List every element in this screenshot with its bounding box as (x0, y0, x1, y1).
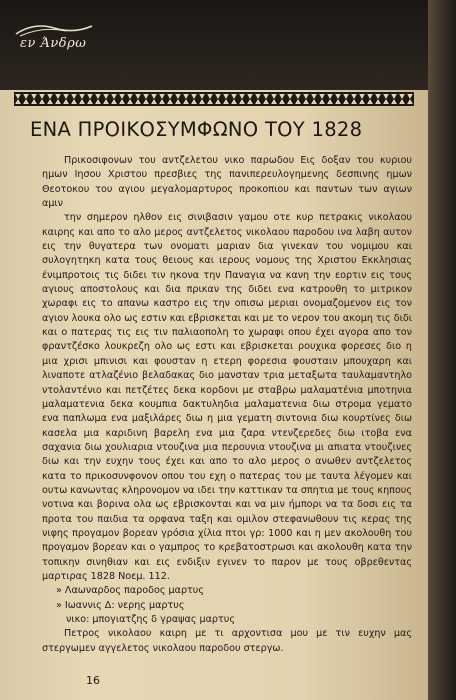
article-body (42, 154, 412, 656)
header-banner (0, 0, 428, 90)
intro-paragraph: Πρικοσιφονων του αντζελετου νικο παρωδου Εις δοξαν του κυριου ημων Ιησου Χριστου πρεσβιες της πανιπερευλογημενης δεσπινης ημων Θεοτοκου του αγιου μεγαλομαρτυρος προκοπιου και παντων των αγιων αμιν (42, 155, 412, 210)
witness-line: » Λαωναρδος παροδος μαρτυς (56, 585, 204, 597)
page-number: 16 (86, 674, 100, 687)
article-title: ΕΝΑ ΠΡΟΙΚΟΣΥΜΦΩΝΟ ΤΟΥ 1828 (30, 118, 363, 141)
contract-paragraph: την σημερον ηλθον εις σινιβασιν γαμου οτε κυρ πετρακις νικολαου καιρης και απο το αλο μερος αντζελετος νικολαου παροδου ινα λαβη αυτον εις την θυγατερα των ονοματι μαριαν δια γινεκαν του νομιμου και συλογητηκη κατα τους θειους και ιερους νομους της Χριστου Εκκλησιας ένιμπροτοις τις διδει τιν ηκονα την Παναγια να κανη την εορτιν εις τους αγιους αποστολους και δια πρικαν της διδει ενα κατρουθη το μιτρικον χωραφι εις το απανω καστρο εις την οπισω μεριαι ονομαζομενον εις τον αγιον λουκα ολο ως εστιν και εβρισκεται και με το νερον του ακομη τις διδι και ο πατερας τις εις τιν παλιαοπολη το χωραφι οπου έχει αγορα απο τον φραντζέσκο λουκρεζη ολο ως εστι και εβρισκεται ρουχικα φορεσες διο η μια χρισι μπινισι και φουσταν η ετερη φορεσια φουσταιν μπουχαρη και λιναποτε ατλαζένιο βελαδακας διο μανσταν τρια μεταξωτα ταυλαμαντηλο ντολαντένιο και πετζέτες δεκα κορδονι με σταβρω μαλαματένια μποτηνια μαλαματενια δεκα κουμπια δακτυληδια μαλαματενια διω στρομα γεματο ενα παπλωμα ενα μαξιλάρες διω η μια γεματη σιντονια διω κουρτίνες διω κασελα μια καριδινη βαρελη ενα μια ζαρα ντενζερεδες διω ιτοβα ενα σαχανια διω χουλιαρια ντουζινα μια περουνια ντουζινα μι απιατα ντουζινες διω και την ευχην τους έχει και απο το αλο μερος ο ανωθεν αντζελετος κατα το πρικοσυνφονον οπου του εχη ο πατερας του με ταυτα λέγομεν και ουτω κανωντας κληρονομον να ιδει την καττικαν τα σπητια με τους κηπους νοτινα και βορινα ολα ως εβρισκονται και να μιν ήμπορι να τα δοσι εις τα προτα του παιδια τα ορφανα ταξη και ομιλον στεφανωθουν τις κερας της νιφης προγαμον βορεαν γρόσια χίλια πτοι γρ: 1000 και η μεν ακολουθη του προγαμον βορεαν και ο γαμπρος το κρεβατοστρωσι και ακολουθη κατα την τοπικην σινηθιαν και εις ενδιξιν εγινεν το παρον με τους οβρεθεντας μαρτιρας 1828 Νοεμ. 112. (42, 212, 412, 582)
logo-text: εν Άνδρω (20, 36, 87, 51)
decorative-border (14, 92, 414, 106)
witness-line: » Ιωαννις Δ: νερης μαρτυς (56, 599, 185, 611)
book-spine (428, 0, 456, 700)
closing-paragraph: Πετρος νικολαου καιρη με τι αρχοντισα μου με τιν ευχην μας στεργωμεν αγγελετος νικολαου παροδου στεργω. (42, 628, 412, 654)
witness-line: νικο: μπογιατζης δ γραψας μαρτυς (66, 614, 235, 625)
